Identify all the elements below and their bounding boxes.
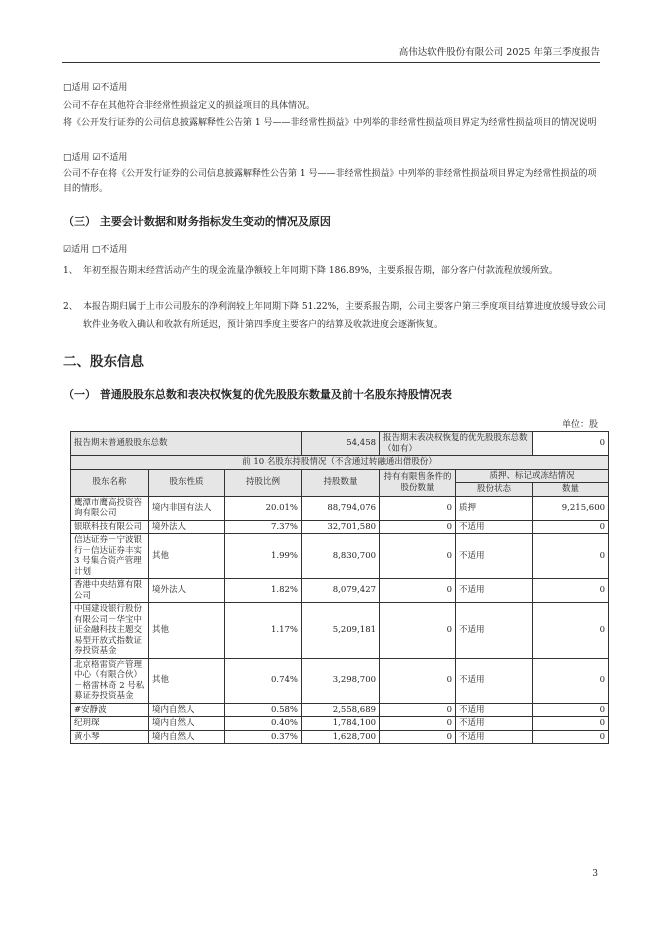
holding-ratio: 0.74%: [225, 658, 302, 703]
shareholder-nature: 其他: [149, 658, 225, 703]
pledge-amount: 0: [533, 703, 609, 717]
table-row: [71, 658, 609, 703]
shareholder-name: #安静波: [71, 703, 149, 717]
share-status: 不适用: [456, 520, 533, 534]
holding-ratio: 7.37%: [225, 520, 302, 534]
section-2-title: 二、股东信息: [63, 354, 144, 370]
col-pledge-header: 质押、标记或冻结情况: [456, 469, 609, 483]
shareholder-name: 黄小琴: [71, 730, 149, 744]
section-3-applicability: ☑适用 □不适用: [63, 245, 128, 255]
nonrecurring-para-3: 公司不存在将《公开发行证券的公司信息披露解释性公告第 1 号——非经常性损益》中列举的非经常性损益项目界定为经常性损益的项目的情形。: [63, 169, 597, 194]
shareholder-subtitle: （一） 普通股股东总数和表决权恢复的优先股股东数量及前十名股东持股情况表: [63, 388, 452, 401]
shareholder-nature: 境内自然人: [149, 730, 225, 744]
share-status: 不适用: [456, 603, 533, 659]
total-preferred-value: 0: [533, 432, 609, 456]
col-name-header: 股东名称: [71, 469, 149, 496]
share-status: 质押: [456, 496, 533, 520]
top10-title-row: [71, 456, 609, 470]
col-amount-header: 数量: [533, 483, 609, 497]
col-restricted-header: 持有有限售条件的股份数量: [380, 469, 456, 496]
table-row: [71, 520, 609, 534]
shareholder-nature: 境内非国有法人: [149, 496, 225, 520]
share-status: 不适用: [456, 703, 533, 717]
pledge-amount: 0: [533, 534, 609, 579]
total-common-value: 54,458: [302, 432, 380, 456]
share-status: 不适用: [456, 730, 533, 744]
table-row: [71, 579, 609, 603]
holding-qty: 2,558,689: [302, 703, 380, 717]
restricted-qty: 0: [380, 579, 456, 603]
holding-qty: 88,794,076: [302, 496, 380, 520]
shareholder-name: 中国建设银行股份有限公司－华宝中证金融科技主题交易型开放式指数证券投资基金: [71, 603, 149, 659]
col-ratio-header: 持股比例: [225, 469, 302, 496]
unit-label: 单位：股: [561, 420, 598, 430]
nonrecurring-para-1: 公司不存在其他符合非经常性损益定义的损益项目的具体情况。: [63, 101, 316, 111]
table-row: [71, 730, 609, 744]
holding-ratio: 0.37%: [225, 730, 302, 744]
page-number: 3: [592, 869, 598, 879]
item-number: 2、: [63, 302, 78, 312]
holding-qty: 8,079,427: [302, 579, 380, 603]
shareholder-nature: 境外法人: [149, 579, 225, 603]
shareholder-nature: 境内自然人: [149, 703, 225, 717]
col-status-header: 股份状态: [456, 483, 533, 497]
shareholder-name: 信达证券－宁波银行－信达证券丰实 3 号集合资产管理计划: [71, 534, 149, 579]
holding-ratio: 0.40%: [225, 717, 302, 731]
restricted-qty: 0: [380, 496, 456, 520]
nonrecurring-para-2: 将《公开发行证券的公司信息披露解释性公告第 1 号——非经常性损益》中列举的非经常性损益项目界定为经常性损益项目的情况说明: [63, 118, 597, 128]
holding-qty: 1,628,700: [302, 730, 380, 744]
shareholder-nature: 境外法人: [149, 520, 225, 534]
shareholder-nature: 其他: [149, 603, 225, 659]
share-status: 不适用: [456, 579, 533, 603]
holding-qty: 3,298,700: [302, 658, 380, 703]
total-preferred-label: 报告期末表决权恢复的优先股股东总数（如有）: [380, 432, 533, 456]
section-3-title: （三） 主要会计数据和财务指标发生变动的情况及原因: [63, 215, 331, 228]
holding-ratio: 1.82%: [225, 579, 302, 603]
pledge-amount: 0: [533, 730, 609, 744]
shareholder-name: 银联科技有限公司: [71, 520, 149, 534]
holding-qty: 1,784,100: [302, 717, 380, 731]
share-status: 不适用: [456, 658, 533, 703]
holding-qty: 5,209,181: [302, 603, 380, 659]
pledge-amount: 9,215,600: [533, 496, 609, 520]
holding-qty: 32,701,580: [302, 520, 380, 534]
holding-ratio: 1.99%: [225, 534, 302, 579]
share-status: 不适用: [456, 534, 533, 579]
holding-ratio: 1.17%: [225, 603, 302, 659]
top10-title: 前 10 名股东持股情况（不含通过转融通出借股份）: [71, 456, 609, 470]
col-nature-header: 股东性质: [149, 469, 225, 496]
table-row: [71, 534, 609, 579]
shareholder-name: 鹰潭市鹰高投资咨询有限公司: [71, 496, 149, 520]
share-status: 不适用: [456, 717, 533, 731]
shareholder-nature: 其他: [149, 534, 225, 579]
restricted-qty: 0: [380, 534, 456, 579]
header-row-1: [71, 469, 609, 483]
item-number: 1、: [63, 266, 78, 276]
shareholder-table: [70, 431, 609, 744]
col-qty-header: 持股数量: [302, 469, 380, 496]
table-row: [71, 603, 609, 659]
pledge-amount: 0: [533, 717, 609, 731]
total-common-label: 报告期末普通股股东总数: [71, 432, 302, 456]
applicability-1: □适用 ☑不适用: [63, 83, 128, 93]
restricted-qty: 0: [380, 730, 456, 744]
table-row: [71, 703, 609, 717]
shareholder-name: 北京格雷资产管理中心（有限合伙）－格雷林奇 2 号私募证券投资基金: [71, 658, 149, 703]
restricted-qty: 0: [380, 520, 456, 534]
item-text: 年初至报告期末经营活动产生的现金流量净额较上年同期下降 186.89%，主要系报告期，部分客户付款流程放缓所致。: [83, 266, 558, 276]
applicability-2: □适用 ☑不适用: [63, 153, 128, 163]
pledge-amount: 0: [533, 520, 609, 534]
shareholder-name: 香港中央结算有限公司: [71, 579, 149, 603]
shareholder-name: 纪玥琛: [71, 717, 149, 731]
table-row: [71, 717, 609, 731]
header-title: 高伟达软件股份有限公司 2025 年第三季度报告: [398, 47, 600, 58]
holding-ratio: 0.58%: [225, 703, 302, 717]
item-text: 本报告期归属于上市公司股东的净利润较上年同期下降 51.22%，主要系报告期，公司主要客户第三季度项目结算进度放缓导致公司软件业务收入确认和收款有所延迟，预计第四季度主要客户的结算及收款进度会逐渐恢复。: [83, 302, 607, 330]
table-row: [71, 496, 609, 520]
pledge-amount: 0: [533, 579, 609, 603]
pledge-amount: 0: [533, 658, 609, 703]
restricted-qty: 0: [380, 603, 456, 659]
pledge-amount: 0: [533, 603, 609, 659]
page-header: [62, 46, 600, 63]
restricted-qty: 0: [380, 658, 456, 703]
restricted-qty: 0: [380, 717, 456, 731]
summary-row: [71, 432, 609, 456]
holding-ratio: 20.01%: [225, 496, 302, 520]
holding-qty: 8,830,700: [302, 534, 380, 579]
shareholder-nature: 境内自然人: [149, 717, 225, 731]
restricted-qty: 0: [380, 703, 456, 717]
